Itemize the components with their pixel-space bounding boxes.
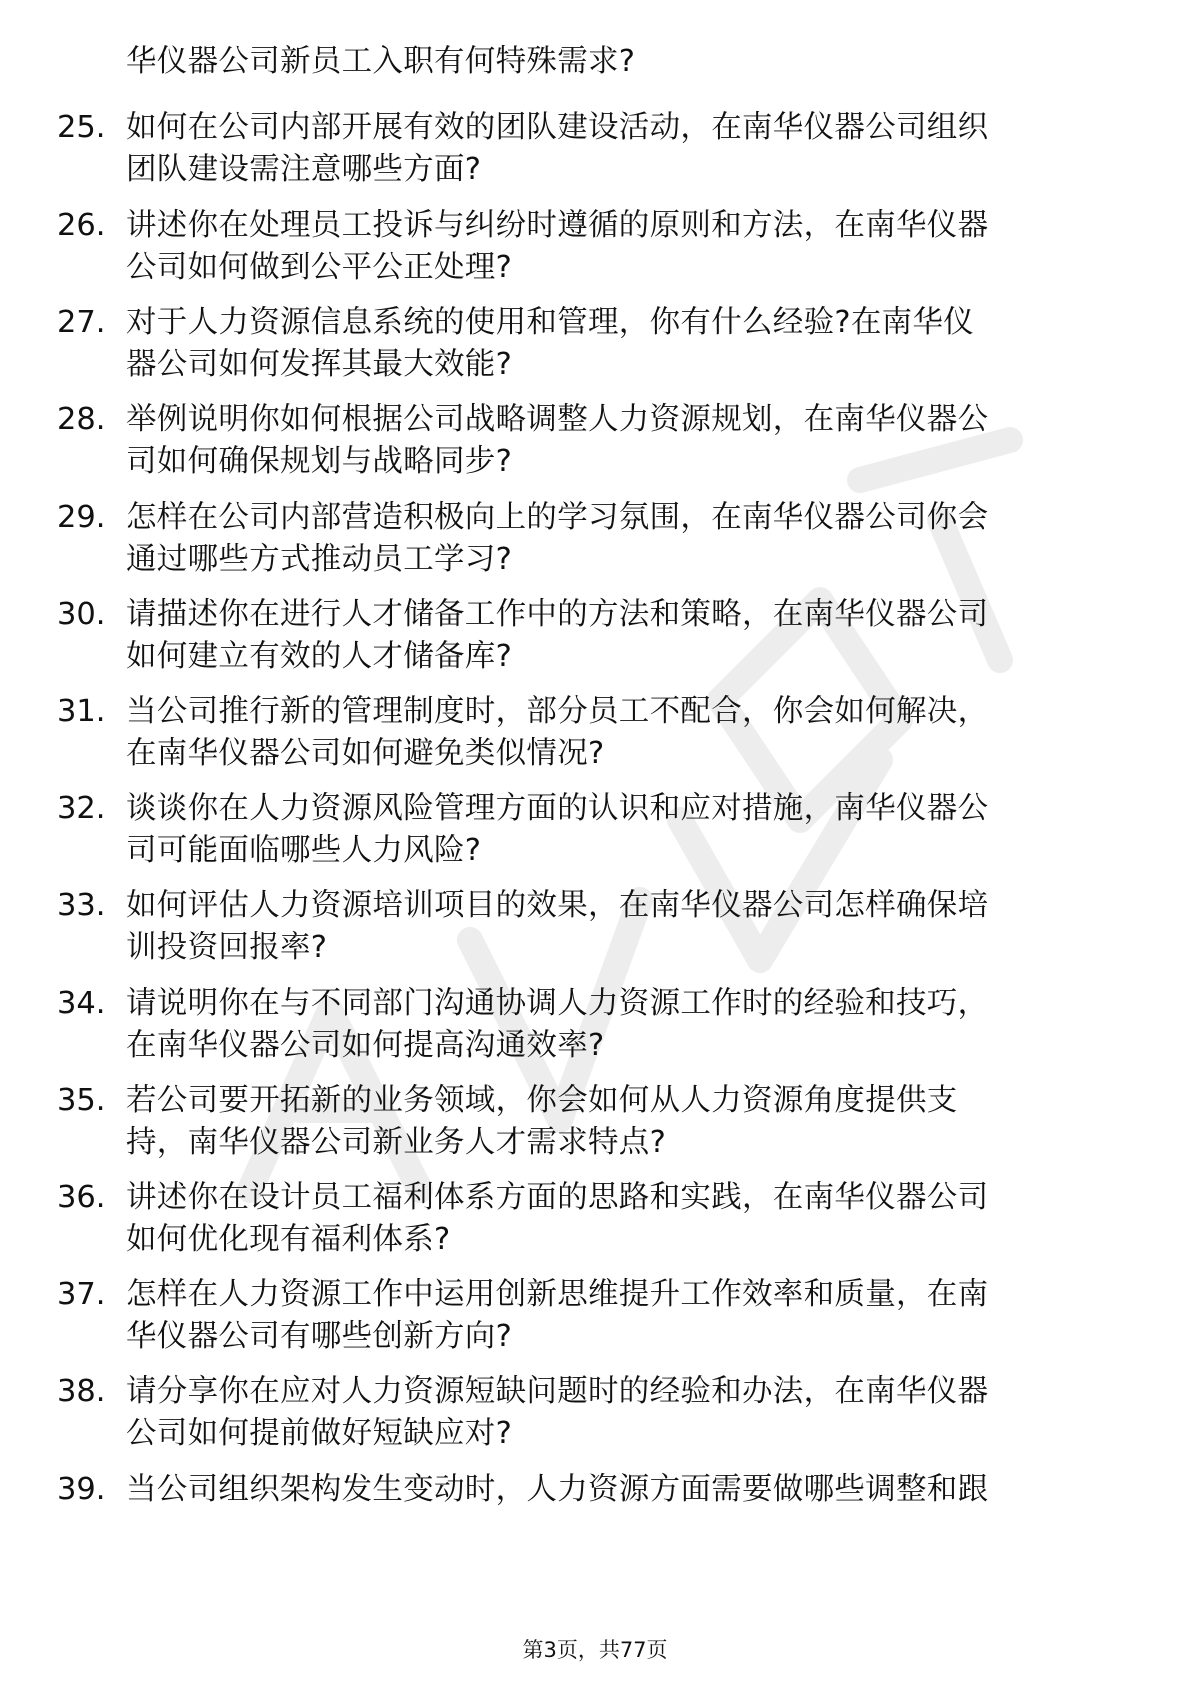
question-number: 31. <box>57 694 106 729</box>
question-line: 司如何确保规划与战略同步? <box>126 444 513 479</box>
question-line: 在南华仪器公司如何提高沟通效率? <box>126 1028 605 1063</box>
question-number: 35. <box>57 1083 106 1118</box>
question-line: 谈谈你在人力资源风险管理方面的认识和应对措施，南华仪器公 <box>126 791 989 826</box>
page-footer: 第3页，共77页 <box>522 1638 668 1662</box>
question-number: 28. <box>57 402 106 437</box>
question-line: 持，南华仪器公司新业务人才需求特点? <box>126 1125 667 1160</box>
question-number: 37. <box>57 1277 106 1312</box>
question-number: 39. <box>57 1472 106 1507</box>
question-line: 如何在公司内部开展有效的团队建设活动，在南华仪器公司组织 <box>126 110 989 145</box>
question-number: 36. <box>57 1180 106 1215</box>
question-line: 华仪器公司有哪些创新方向? <box>126 1319 513 1354</box>
question-number: 32. <box>57 791 106 826</box>
question-line: 在南华仪器公司如何避免类似情况? <box>126 736 605 771</box>
question-line: 怎样在人力资源工作中运用创新思维提升工作效率和质量，在南 <box>126 1277 989 1312</box>
question-number: 38. <box>57 1374 106 1409</box>
question-line: 司可能面临哪些人力风险? <box>126 833 482 868</box>
question-line: 当公司组织架构发生变动时，人力资源方面需要做哪些调整和跟 <box>126 1472 989 1507</box>
question-number: 30. <box>57 597 106 632</box>
question-line: 团队建设需注意哪些方面? <box>126 152 482 187</box>
question-line: 当公司推行新的管理制度时，部分员工不配合，你会如何解决， <box>126 694 989 729</box>
question-line: 举例说明你如何根据公司战略调整人力资源规划，在南华仪器公 <box>126 402 989 437</box>
question-number: 27. <box>57 305 106 340</box>
question-number: 33. <box>57 888 106 923</box>
question-line: 训投资回报率? <box>126 930 328 965</box>
question-line: 请说明你在与不同部门沟通协调人力资源工作时的经验和技巧， <box>126 986 989 1021</box>
question-line: 公司如何提前做好短缺应对? <box>126 1416 513 1451</box>
question-line: 如何优化现有福利体系? <box>126 1222 451 1257</box>
question-line: 讲述你在处理员工投诉与纠纷时遵循的原则和方法，在南华仪器 <box>126 208 989 243</box>
question-line: 对于人力资源信息系统的使用和管理，你有什么经验?在南华仪 <box>126 305 975 340</box>
question-line: 请描述你在进行人才储备工作中的方法和策略，在南华仪器公司 <box>126 597 989 632</box>
question-line: 器公司如何发挥其最大效能? <box>126 347 513 382</box>
question-line: 公司如何做到公平公正处理? <box>126 250 513 285</box>
question-number: 29. <box>57 500 106 535</box>
question-number: 34. <box>57 986 106 1021</box>
question-number: 26. <box>57 208 106 243</box>
question-line: 如何建立有效的人才储备库? <box>126 639 513 674</box>
question-line: 如何评估人力资源培训项目的效果，在南华仪器公司怎样确保培 <box>126 888 989 923</box>
question-line: 通过哪些方式推动员工学习? <box>126 542 513 577</box>
continuation-line: 华仪器公司新员工入职有何特殊需求? <box>126 44 636 79</box>
question-line: 怎样在公司内部营造积极向上的学习氛围，在南华仪器公司你会 <box>126 500 989 535</box>
question-line: 若公司要开拓新的业务领域，你会如何从人力资源角度提供支 <box>126 1083 958 1118</box>
question-number: 25. <box>57 110 106 145</box>
question-line: 讲述你在设计员工福利体系方面的思路和实践，在南华仪器公司 <box>126 1180 989 1215</box>
question-line: 请分享你在应对人力资源短缺问题时的经验和办法，在南华仪器 <box>126 1374 989 1409</box>
